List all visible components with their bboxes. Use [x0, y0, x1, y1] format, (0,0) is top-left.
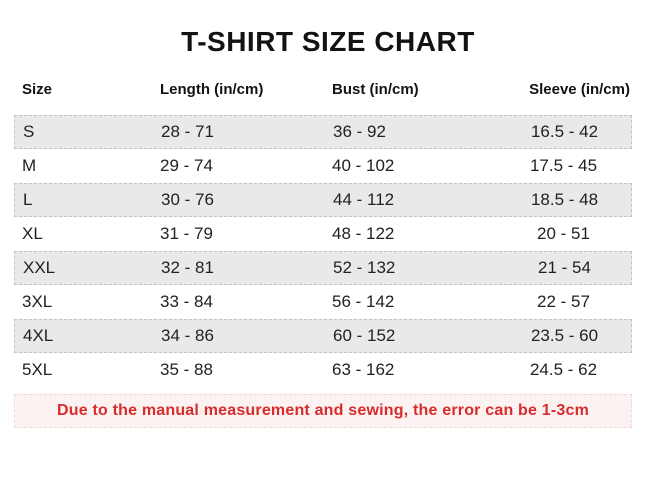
table-header-row [14, 79, 632, 99]
cell-sleeve: 23.5 - 60 [530, 326, 599, 345]
cell-sleeve: 20 - 51 [537, 224, 590, 243]
cell-size: XXL [23, 258, 56, 277]
cell-sleeve: 22 - 57 [537, 292, 590, 311]
table-row [14, 353, 632, 387]
cell-length: 30 - 76 [161, 190, 214, 209]
table-row [14, 115, 632, 149]
cell-size: 5XL [22, 360, 53, 379]
cell-size: L [23, 190, 33, 209]
cell-length: 31 - 79 [160, 224, 213, 243]
cell-sleeve: 16.5 - 42 [530, 122, 599, 141]
note-strip [14, 394, 632, 428]
cell-size: S [23, 122, 35, 141]
table-row [14, 149, 632, 183]
column-header-length: Length (in/cm) [160, 80, 264, 98]
cell-length: 33 - 84 [160, 292, 213, 311]
measurement-note: Due to the manual measurement and sewing, the error can be 1-3cm [56, 402, 590, 419]
page-title: T-SHIRT SIZE CHART [181, 26, 475, 57]
cell-length: 34 - 86 [161, 326, 214, 345]
cell-size: 4XL [23, 326, 54, 345]
cell-size: M [22, 156, 37, 175]
cell-bust: 48 - 122 [332, 224, 395, 243]
cell-length: 28 - 71 [161, 122, 214, 141]
cell-sleeve: 24.5 - 62 [529, 360, 598, 379]
table-row [14, 183, 632, 217]
table-row [14, 285, 632, 319]
cell-bust: 60 - 152 [333, 326, 396, 345]
table-row [14, 319, 632, 353]
cell-sleeve: 17.5 - 45 [529, 156, 598, 175]
cell-bust: 63 - 162 [332, 360, 395, 379]
cell-length: 29 - 74 [160, 156, 213, 175]
cell-size: XL [22, 224, 43, 243]
cell-sleeve: 21 - 54 [538, 258, 591, 277]
table-row [14, 217, 632, 251]
cell-bust: 40 - 102 [332, 156, 395, 175]
cell-length: 32 - 81 [161, 258, 214, 277]
size-chart-page [0, 26, 656, 483]
column-header-bust: Bust (in/cm) [332, 80, 419, 98]
column-header-sleeve: Sleeve (in/cm) [529, 80, 630, 98]
cell-length: 35 - 88 [160, 360, 213, 379]
size-table [14, 79, 632, 387]
cell-bust: 56 - 142 [332, 292, 395, 311]
cell-bust: 44 - 112 [333, 190, 395, 209]
cell-sleeve: 18.5 - 48 [530, 190, 599, 209]
cell-bust: 36 - 92 [333, 122, 386, 141]
cell-size: 3XL [22, 292, 53, 311]
column-header-size: Size [22, 80, 53, 98]
table-row [14, 251, 632, 285]
cell-bust: 52 - 132 [333, 258, 396, 277]
